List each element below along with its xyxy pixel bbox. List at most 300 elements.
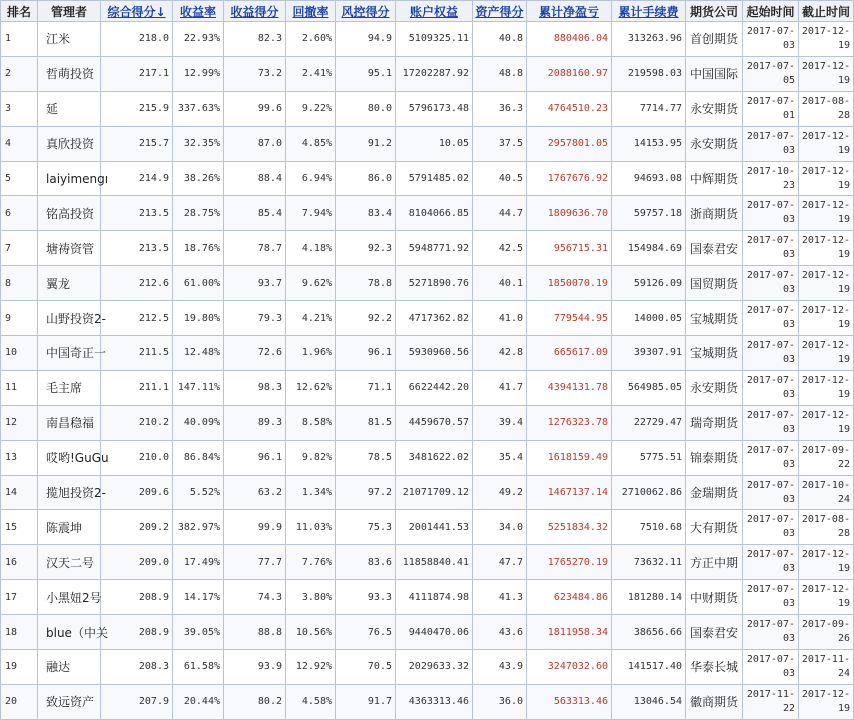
end-date-cell: 2017-12-19 <box>799 231 854 266</box>
start-date-cell: 2017-07-03 <box>743 370 799 405</box>
composite-score-cell: 215.9 <box>101 91 173 126</box>
return-score-cell: 88.8 <box>224 615 286 650</box>
rank-cell: 19 <box>1 650 38 685</box>
futures-company-cell: 永安期货 <box>686 126 743 161</box>
start-date-cell: 2017-07-03 <box>743 440 799 475</box>
fees-cell: 14000.05 <box>612 301 686 336</box>
return-rate-cell: 38.26% <box>173 161 224 196</box>
table-row <box>1 545 854 580</box>
table-row <box>1 266 854 301</box>
asset-score-cell: 49.2 <box>473 475 527 510</box>
fees-cell: 7714.77 <box>612 91 686 126</box>
fees-cell: 59757.18 <box>612 196 686 231</box>
start-date-cell: 2017-07-05 <box>743 56 799 91</box>
manager-cell: 真欣投资 <box>38 126 101 161</box>
return-rate-cell: 337.63% <box>173 91 224 126</box>
futures-company-cell: 国泰君安 <box>686 231 743 266</box>
drawdown-cell: 8.58% <box>286 405 336 440</box>
start-date-cell: 2017-07-03 <box>743 475 799 510</box>
asset-score-cell: 47.7 <box>473 545 527 580</box>
table-body <box>1 22 854 720</box>
asset-score-cell: 43.9 <box>473 650 527 685</box>
futures-company-cell: 永安期货 <box>686 91 743 126</box>
col-header-asset-score[interactable] <box>473 1 527 22</box>
equity-cell: 5109325.11 <box>396 22 473 57</box>
risk-score-cell: 75.3 <box>336 510 396 545</box>
sort-link-return-rate[interactable]: 收益率 <box>179 4 216 19</box>
return-score-cell: 82.3 <box>224 22 286 57</box>
table-row <box>1 370 854 405</box>
asset-score-cell: 41.3 <box>473 580 527 615</box>
equity-cell: 2029633.32 <box>396 650 473 685</box>
table-row <box>1 475 854 510</box>
risk-score-cell: 70.5 <box>336 650 396 685</box>
col-header-drawdown[interactable] <box>286 1 336 22</box>
drawdown-cell: 11.03% <box>286 510 336 545</box>
return-score-cell: 99.6 <box>224 91 286 126</box>
asset-score-cell: 34.0 <box>473 510 527 545</box>
start-date-cell: 2017-11-22 <box>743 684 799 719</box>
col-header-return-rate[interactable] <box>173 1 224 22</box>
drawdown-cell: 12.62% <box>286 370 336 405</box>
risk-score-cell: 76.5 <box>336 615 396 650</box>
fees-cell: 313263.96 <box>612 22 686 57</box>
fees-cell: 2710062.86 <box>612 475 686 510</box>
return-rate-cell: 20.44% <box>173 684 224 719</box>
end-date-cell: 2017-12-19 <box>799 405 854 440</box>
end-date-cell: 2017-12-19 <box>799 580 854 615</box>
fees-cell: 94693.08 <box>612 161 686 196</box>
table-row <box>1 126 854 161</box>
manager-cell: 江米 <box>38 22 101 57</box>
drawdown-cell: 12.92% <box>286 650 336 685</box>
equity-cell: 5791485.02 <box>396 161 473 196</box>
equity-cell: 6622442.20 <box>396 370 473 405</box>
end-date-cell: 2017-08-28 <box>799 91 854 126</box>
manager-cell: 塘祷资管 <box>38 231 101 266</box>
sort-link-asset-score[interactable]: 资产得分 <box>475 4 524 19</box>
composite-score-cell: 212.5 <box>101 301 173 336</box>
start-date-cell: 2017-07-03 <box>743 196 799 231</box>
futures-company-cell: 中辉期货 <box>686 161 743 196</box>
rank-cell: 11 <box>1 370 38 405</box>
net-profit-cell: 3247032.60 <box>527 650 612 685</box>
net-profit-cell: 1811958.34 <box>527 615 612 650</box>
rank-cell: 5 <box>1 161 38 196</box>
futures-company-cell: 徽商期货 <box>686 684 743 719</box>
col-header-futures-co: 期货公司 <box>686 1 743 22</box>
drawdown-cell: 10.56% <box>286 615 336 650</box>
table-row <box>1 301 854 336</box>
return-score-cell: 87.0 <box>224 126 286 161</box>
manager-cell: 陈震坤 <box>38 510 101 545</box>
composite-score-cell: 213.5 <box>101 196 173 231</box>
manager-cell: blue（中关 <box>38 615 101 650</box>
composite-score-cell: 209.2 <box>101 510 173 545</box>
table-row <box>1 650 854 685</box>
rank-cell: 7 <box>1 231 38 266</box>
return-score-cell: 63.2 <box>224 475 286 510</box>
return-score-cell: 96.1 <box>224 440 286 475</box>
sort-link-composite[interactable]: 综合得分 <box>107 4 156 19</box>
net-profit-cell: 956715.31 <box>527 231 612 266</box>
return-score-cell: 98.3 <box>224 370 286 405</box>
composite-score-cell: 212.6 <box>101 266 173 301</box>
table-row <box>1 91 854 126</box>
end-date-cell: 2017-12-19 <box>799 545 854 580</box>
return-rate-cell: 32.35% <box>173 126 224 161</box>
return-rate-cell: 12.99% <box>173 56 224 91</box>
manager-cell: 毛主席 <box>38 370 101 405</box>
risk-score-cell: 91.7 <box>336 684 396 719</box>
composite-score-cell: 208.9 <box>101 615 173 650</box>
col-header-fees[interactable] <box>612 1 686 22</box>
end-date-cell: 2017-12-19 <box>799 56 854 91</box>
asset-score-cell: 48.8 <box>473 56 527 91</box>
end-date-cell: 2017-09-22 <box>799 440 854 475</box>
return-rate-cell: 12.48% <box>173 336 224 371</box>
rank-cell: 1 <box>1 22 38 57</box>
start-date-cell: 2017-07-03 <box>743 301 799 336</box>
manager-cell: 南昌稳福 <box>38 405 101 440</box>
fees-cell: 73632.11 <box>612 545 686 580</box>
drawdown-cell: 3.80% <box>286 580 336 615</box>
end-date-cell: 2017-12-19 <box>799 126 854 161</box>
rank-cell: 13 <box>1 440 38 475</box>
sort-link-equity[interactable]: 账户权益 <box>409 4 458 19</box>
futures-company-cell: 宝城期货 <box>686 336 743 371</box>
rank-cell: 18 <box>1 615 38 650</box>
fees-cell: 14153.95 <box>612 126 686 161</box>
col-header-end: 截止时间 <box>799 1 854 22</box>
table-row <box>1 56 854 91</box>
net-profit-cell: 4764510.23 <box>527 91 612 126</box>
drawdown-cell: 9.22% <box>286 91 336 126</box>
net-profit-cell: 1765270.19 <box>527 545 612 580</box>
composite-score-cell: 208.9 <box>101 580 173 615</box>
rank-cell: 10 <box>1 336 38 371</box>
start-date-cell: 2017-07-03 <box>743 545 799 580</box>
table-row <box>1 336 854 371</box>
sort-link-return-score[interactable]: 收益得分 <box>230 4 279 19</box>
drawdown-cell: 2.41% <box>286 56 336 91</box>
end-date-cell: 2017-12-19 <box>799 301 854 336</box>
return-score-cell: 85.4 <box>224 196 286 231</box>
risk-score-cell: 83.6 <box>336 545 396 580</box>
futures-company-cell: 国贸期货 <box>686 266 743 301</box>
composite-score-cell: 209.0 <box>101 545 173 580</box>
end-date-cell: 2017-12-19 <box>799 370 854 405</box>
return-rate-cell: 19.80% <box>173 301 224 336</box>
composite-score-cell: 209.6 <box>101 475 173 510</box>
end-date-cell: 2017-12-19 <box>799 161 854 196</box>
sort-down-arrow-icon[interactable]: ↓ <box>155 4 166 19</box>
end-date-cell: 2017-08-28 <box>799 510 854 545</box>
equity-cell: 8104066.85 <box>396 196 473 231</box>
net-profit-cell: 2088160.97 <box>527 56 612 91</box>
asset-score-cell: 36.3 <box>473 91 527 126</box>
return-rate-cell: 5.52% <box>173 475 224 510</box>
rank-cell: 14 <box>1 475 38 510</box>
futures-company-cell: 锦泰期货 <box>686 440 743 475</box>
net-profit-cell: 1618159.49 <box>527 440 612 475</box>
risk-score-cell: 86.0 <box>336 161 396 196</box>
risk-score-cell: 91.2 <box>336 126 396 161</box>
composite-score-cell: 214.9 <box>101 161 173 196</box>
risk-score-cell: 81.5 <box>336 405 396 440</box>
equity-cell: 5948771.92 <box>396 231 473 266</box>
manager-cell: 小黑妞2号 <box>38 580 101 615</box>
asset-score-cell: 41.7 <box>473 370 527 405</box>
composite-score-cell: 208.3 <box>101 650 173 685</box>
risk-score-cell: 92.2 <box>336 301 396 336</box>
end-date-cell: 2017-09-26 <box>799 615 854 650</box>
equity-cell: 10.05 <box>396 126 473 161</box>
return-rate-cell: 61.58% <box>173 650 224 685</box>
risk-score-cell: 96.1 <box>336 336 396 371</box>
rank-cell: 20 <box>1 684 38 719</box>
equity-cell: 5930960.56 <box>396 336 473 371</box>
asset-score-cell: 37.5 <box>473 126 527 161</box>
equity-cell: 4459670.57 <box>396 405 473 440</box>
composite-score-cell: 211.5 <box>101 336 173 371</box>
fees-cell: 39307.91 <box>612 336 686 371</box>
manager-cell: 延 <box>38 91 101 126</box>
net-profit-cell: 779544.95 <box>527 301 612 336</box>
asset-score-cell: 36.0 <box>473 684 527 719</box>
net-profit-cell: 880406.04 <box>527 22 612 57</box>
composite-score-cell: 211.1 <box>101 370 173 405</box>
table-row <box>1 615 854 650</box>
manager-cell: 揽旭投资2- <box>38 475 101 510</box>
return-score-cell: 99.9 <box>224 510 286 545</box>
return-rate-cell: 382.97% <box>173 510 224 545</box>
start-date-cell: 2017-07-03 <box>743 266 799 301</box>
fees-cell: 38656.66 <box>612 615 686 650</box>
asset-score-cell: 40.5 <box>473 161 527 196</box>
equity-cell: 4111874.98 <box>396 580 473 615</box>
return-score-cell: 79.3 <box>224 301 286 336</box>
futures-company-cell: 华泰长城 <box>686 650 743 685</box>
start-date-cell: 2017-07-03 <box>743 126 799 161</box>
table-row <box>1 405 854 440</box>
return-score-cell: 88.4 <box>224 161 286 196</box>
composite-score-cell: 210.0 <box>101 440 173 475</box>
start-date-cell: 2017-10-23 <box>743 161 799 196</box>
manager-cell: laiyimengı <box>38 161 101 196</box>
sort-link-risk-score[interactable]: 风控得分 <box>341 4 390 19</box>
fees-cell: 5775.51 <box>612 440 686 475</box>
return-rate-cell: 22.93% <box>173 22 224 57</box>
rank-cell: 15 <box>1 510 38 545</box>
composite-score-cell: 207.9 <box>101 684 173 719</box>
futures-company-cell: 中财期货 <box>686 580 743 615</box>
end-date-cell: 2017-12-19 <box>799 684 854 719</box>
start-date-cell: 2017-07-03 <box>743 231 799 266</box>
risk-score-cell: 92.3 <box>336 231 396 266</box>
drawdown-cell: 9.82% <box>286 440 336 475</box>
fees-cell: 181280.14 <box>612 580 686 615</box>
net-profit-cell: 563313.46 <box>527 684 612 719</box>
start-date-cell: 2017-07-03 <box>743 510 799 545</box>
start-date-cell: 2017-07-03 <box>743 580 799 615</box>
start-date-cell: 2017-07-03 <box>743 336 799 371</box>
rank-cell: 6 <box>1 196 38 231</box>
futures-company-cell: 首创期货 <box>686 22 743 57</box>
equity-cell: 9440470.06 <box>396 615 473 650</box>
sort-link-drawdown[interactable]: 回撤率 <box>292 4 329 19</box>
sort-link-fees[interactable]: 累计手续费 <box>618 4 679 19</box>
fees-cell: 59126.09 <box>612 266 686 301</box>
manager-cell: 汉天二号 <box>38 545 101 580</box>
fees-cell: 564985.05 <box>612 370 686 405</box>
table-row <box>1 196 854 231</box>
col-header-risk-score[interactable] <box>336 1 396 22</box>
start-date-cell: 2017-07-03 <box>743 405 799 440</box>
equity-cell: 21071709.12 <box>396 475 473 510</box>
fees-cell: 141517.40 <box>612 650 686 685</box>
return-rate-cell: 147.11% <box>173 370 224 405</box>
asset-score-cell: 39.4 <box>473 405 527 440</box>
sort-link-net-profit[interactable]: 累计净盈亏 <box>538 4 599 19</box>
manager-cell: 融达 <box>38 650 101 685</box>
end-date-cell: 2017-12-19 <box>799 336 854 371</box>
table-row <box>1 580 854 615</box>
col-header-return-score[interactable] <box>224 1 286 22</box>
drawdown-cell: 6.94% <box>286 161 336 196</box>
return-rate-cell: 61.00% <box>173 266 224 301</box>
return-rate-cell: 14.17% <box>173 580 224 615</box>
risk-score-cell: 78.8 <box>336 266 396 301</box>
fees-cell: 13046.54 <box>612 684 686 719</box>
return-score-cell: 73.2 <box>224 56 286 91</box>
rank-cell: 8 <box>1 266 38 301</box>
asset-score-cell: 43.6 <box>473 615 527 650</box>
col-header-net-profit[interactable] <box>527 1 612 22</box>
return-rate-cell: 39.05% <box>173 615 224 650</box>
equity-cell: 4363313.46 <box>396 684 473 719</box>
net-profit-cell: 5251834.32 <box>527 510 612 545</box>
return-score-cell: 78.7 <box>224 231 286 266</box>
manager-cell: 哎哟!GuGu <box>38 440 101 475</box>
composite-score-cell: 213.5 <box>101 231 173 266</box>
drawdown-cell: 2.60% <box>286 22 336 57</box>
futures-company-cell: 国泰君安 <box>686 615 743 650</box>
equity-cell: 5796173.48 <box>396 91 473 126</box>
drawdown-cell: 9.62% <box>286 266 336 301</box>
col-header-start: 起始时间 <box>743 1 799 22</box>
end-date-cell: 2017-12-19 <box>799 196 854 231</box>
rank-cell: 12 <box>1 405 38 440</box>
risk-score-cell: 94.9 <box>336 22 396 57</box>
equity-cell: 3481622.02 <box>396 440 473 475</box>
net-profit-cell: 1767676.92 <box>527 161 612 196</box>
equity-cell: 4717362.82 <box>396 301 473 336</box>
return-rate-cell: 18.76% <box>173 231 224 266</box>
return-rate-cell: 86.84% <box>173 440 224 475</box>
return-rate-cell: 40.09% <box>173 405 224 440</box>
col-header-equity[interactable] <box>396 1 473 22</box>
asset-score-cell: 41.0 <box>473 301 527 336</box>
risk-score-cell: 71.1 <box>336 370 396 405</box>
futures-company-cell: 金瑞期货 <box>686 475 743 510</box>
drawdown-cell: 7.76% <box>286 545 336 580</box>
asset-score-cell: 40.1 <box>473 266 527 301</box>
table-row <box>1 510 854 545</box>
col-header-manager: 管理者 <box>38 1 101 22</box>
start-date-cell: 2017-07-03 <box>743 22 799 57</box>
drawdown-cell: 4.85% <box>286 126 336 161</box>
futures-company-cell: 方正中期 <box>686 545 743 580</box>
return-rate-cell: 17.49% <box>173 545 224 580</box>
drawdown-cell: 4.18% <box>286 231 336 266</box>
net-profit-cell: 1276323.78 <box>527 405 612 440</box>
equity-cell: 17202287.92 <box>396 56 473 91</box>
return-score-cell: 77.7 <box>224 545 286 580</box>
composite-score-cell: 210.2 <box>101 405 173 440</box>
futures-company-cell: 宝城期货 <box>686 301 743 336</box>
col-header-composite[interactable] <box>101 1 173 22</box>
return-score-cell: 93.9 <box>224 650 286 685</box>
drawdown-cell: 4.21% <box>286 301 336 336</box>
return-score-cell: 72.6 <box>224 336 286 371</box>
manager-cell: 翼龙 <box>38 266 101 301</box>
table-row <box>1 684 854 719</box>
start-date-cell: 2017-07-03 <box>743 615 799 650</box>
equity-cell: 5271890.76 <box>396 266 473 301</box>
asset-score-cell: 44.7 <box>473 196 527 231</box>
net-profit-cell: 1850070.19 <box>527 266 612 301</box>
manager-cell: 哲萌投资 <box>38 56 101 91</box>
fees-cell: 154984.69 <box>612 231 686 266</box>
futures-company-cell: 浙商期货 <box>686 196 743 231</box>
futures-company-cell: 大有期货 <box>686 510 743 545</box>
table-row <box>1 161 854 196</box>
asset-score-cell: 42.5 <box>473 231 527 266</box>
risk-score-cell: 78.5 <box>336 440 396 475</box>
risk-score-cell: 97.2 <box>336 475 396 510</box>
rank-cell: 9 <box>1 301 38 336</box>
rank-cell: 16 <box>1 545 38 580</box>
risk-score-cell: 95.1 <box>336 56 396 91</box>
futures-company-cell: 永安期货 <box>686 370 743 405</box>
drawdown-cell: 1.96% <box>286 336 336 371</box>
asset-score-cell: 40.8 <box>473 22 527 57</box>
table-row <box>1 231 854 266</box>
drawdown-cell: 7.94% <box>286 196 336 231</box>
col-header-rank: 排名 <box>1 1 38 22</box>
composite-score-cell: 217.1 <box>101 56 173 91</box>
drawdown-cell: 1.34% <box>286 475 336 510</box>
net-profit-cell: 1467137.14 <box>527 475 612 510</box>
net-profit-cell: 665617.09 <box>527 336 612 371</box>
end-date-cell: 2017-11-24 <box>799 650 854 685</box>
return-score-cell: 93.7 <box>224 266 286 301</box>
futures-company-cell: 中国国际 <box>686 56 743 91</box>
asset-score-cell: 35.4 <box>473 440 527 475</box>
return-score-cell: 74.3 <box>224 580 286 615</box>
equity-cell: 11858840.41 <box>396 545 473 580</box>
composite-score-cell: 215.7 <box>101 126 173 161</box>
rank-cell: 17 <box>1 580 38 615</box>
rank-cell: 2 <box>1 56 38 91</box>
end-date-cell: 2017-12-19 <box>799 266 854 301</box>
return-score-cell: 80.2 <box>224 684 286 719</box>
rank-cell: 3 <box>1 91 38 126</box>
header-row <box>1 1 854 22</box>
risk-score-cell: 83.4 <box>336 196 396 231</box>
risk-score-cell: 80.0 <box>336 91 396 126</box>
